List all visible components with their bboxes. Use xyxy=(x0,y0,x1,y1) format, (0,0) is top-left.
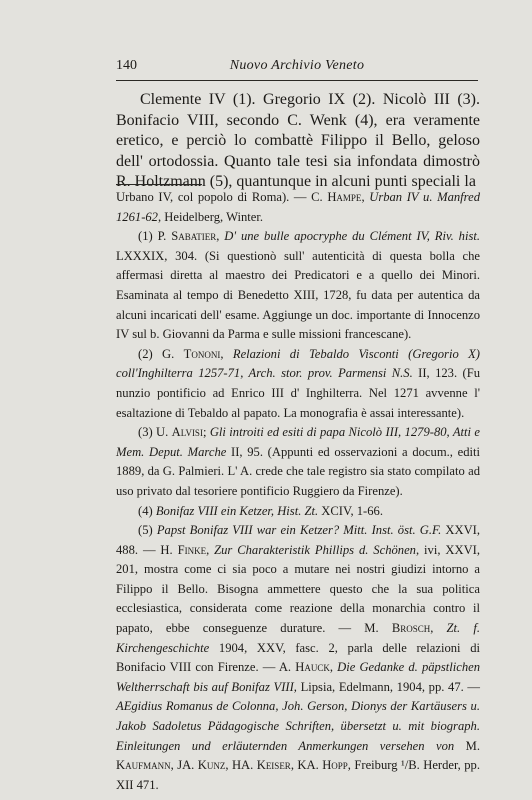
note-text: , ivi, XXVI, 201, mostra come ci sia poco a mutare nei nostri giudizi intorno a Filippo il Bello. Bisogna ammettere questo che la sua politica ecclesiastica, considerata come reazione della monarchia contro il papato, ebbe conseguenze durature. — M. xyxy=(116,542,480,636)
work-title: Zur Charakteristik Phillips d. Schönen xyxy=(214,542,416,557)
note-text: , xyxy=(430,621,447,636)
footnote-3 xyxy=(116,423,480,501)
note-text: (2) G. xyxy=(138,346,184,361)
author-name: Sabatier xyxy=(171,229,217,244)
author-name: Brosch xyxy=(391,621,431,636)
note-text: , KA. xyxy=(290,758,323,773)
footnote-rule xyxy=(116,184,202,185)
note-text: , Freiburg xyxy=(347,758,401,773)
work-title: AEgidius Romanus de Colonna, Joh. Gerson, Dionys der Kartäusers u. Jakob Sadoletus Pädagogische Schriften, übersetzt u. mit biograph. Einleitungen und erläuternden Anmerkungen versehen von xyxy=(116,699,480,753)
running-title: Nuovo Archivio Veneto xyxy=(229,58,365,73)
footnotes xyxy=(116,188,480,795)
note-text: , HA. xyxy=(225,758,257,773)
note-text: , xyxy=(329,660,338,675)
page-header xyxy=(116,58,478,81)
main-text xyxy=(116,90,480,193)
body-paragraph: Clemente IV (1). Gregorio IX (2). Nicolò III (3). Bonifacio VIII, secondo C. Wenk (4), era veramente eretico, e perciò lo combattè Filippo il Bello, geloso dell' ortodossia. Quanto tale tesi sia infondata dimostrò R. Holtzmann (5), quantunque in alcuni punti speciali la xyxy=(116,91,480,191)
note-text: II, 123. (Fu nunzio pontificio ad Enrico III d' Inghilterra. Nel 1271 avvenne l' esaltazione di Tebaldo al papato. La monografia è assai interessante). xyxy=(116,366,480,420)
author-name: Kunz xyxy=(197,758,226,773)
author-name: Alvisi xyxy=(171,425,203,440)
note-text: , xyxy=(220,346,233,361)
note-text: Lipsia, Edelmann, 1904, pp. 47. — xyxy=(296,679,480,694)
author-name: Hampe xyxy=(327,190,362,204)
note-text: (5) xyxy=(138,523,157,538)
author-name: Keiser xyxy=(256,758,291,773)
note-text: M. xyxy=(454,738,480,753)
footnote-continuation xyxy=(116,188,480,227)
note-text: , JA. xyxy=(170,758,198,773)
note-text: , xyxy=(216,229,225,244)
author-name: Hopp xyxy=(322,758,348,773)
footnote-2 xyxy=(116,345,480,423)
work-title: Gli introiti ed esiti di papa Nicolò III, 1279-80, Atti e Mem. Deput. Marche xyxy=(116,425,480,459)
author-name: Finke xyxy=(177,542,207,557)
work-title: Relazioni di Tebaldo Visconti (Gregorio X) coll'Inghilterra 1257-71, Arch. stor. prov. Parmensi N.S. xyxy=(116,346,480,381)
note-text: 1904, XXV, fasc. 2, parla delle relazioni di Bonifacio VIII con Firenze. — A. xyxy=(116,640,480,675)
note-text: . Herder, pp. XII 471. xyxy=(116,758,480,792)
note-text: LXXXIX, 304. (Si questionò sull' autenticità di questa bolla che affermasi diretta al maestro dei Predicatori e a quello dei Minori. Esaminata al tempo di Benedetto XIII, 1728, fu data per autentica da alcuni incaricati dell' esame. Aggiunge un doc. importante di Innocenzo IV sul b. Giovanni da Parma e sulle missioni francescane). xyxy=(116,248,480,342)
work-title: Papst Bonifaz VIII war ein Ketzer? Mitt. Inst. öst. G.F. xyxy=(156,523,442,538)
author-name: Hauck xyxy=(295,660,330,675)
work-title: Bonifaz VIII ein Ketzer, Hist. Zt. xyxy=(155,503,319,518)
footnote-1 xyxy=(116,227,480,345)
note-text: , xyxy=(206,542,215,557)
work-title: Urban IV u. Manfred 1261-62 xyxy=(116,190,480,224)
author-name: Tononi xyxy=(183,346,221,361)
work-title: Zt. f. Kirchengeschichte xyxy=(116,621,481,655)
note-text: Urbano IV, col popolo di Roma). — C. xyxy=(116,190,328,204)
fraction-mark: ¹/B xyxy=(400,758,417,773)
footnote-4 xyxy=(116,502,480,522)
page-number: 140 xyxy=(116,58,137,73)
author-name: Kaufmann xyxy=(116,758,171,773)
note-text: XXVI, 488. — H. xyxy=(116,523,481,557)
work-title: Die Gedanke d. päpstlichen Weltherrschaft bis auf Bonifaz VIII, xyxy=(116,660,481,694)
note-text: XCIV, 1-66. xyxy=(318,503,383,518)
note-text: ; xyxy=(202,425,210,440)
note-text: , Heidelberg, Winter. xyxy=(157,209,263,224)
note-text: (4) xyxy=(138,503,156,518)
work-title: D' une bulle apocryphe du Clément IV, Riv. hist. xyxy=(224,229,480,244)
note-text: (3) U. xyxy=(138,425,172,440)
footnote-5 xyxy=(116,521,480,795)
note-text: II, 95. (Appunti ed osservazioni a docum., editi 1889, da G. Palmieri. L' A. crede che tale registro sia stato compilato ad uso privato dal tesoriere pontificio Ruggiero da Firenze). xyxy=(116,444,480,498)
note-text: (1) P. xyxy=(138,229,172,244)
note-text: , xyxy=(361,190,370,204)
